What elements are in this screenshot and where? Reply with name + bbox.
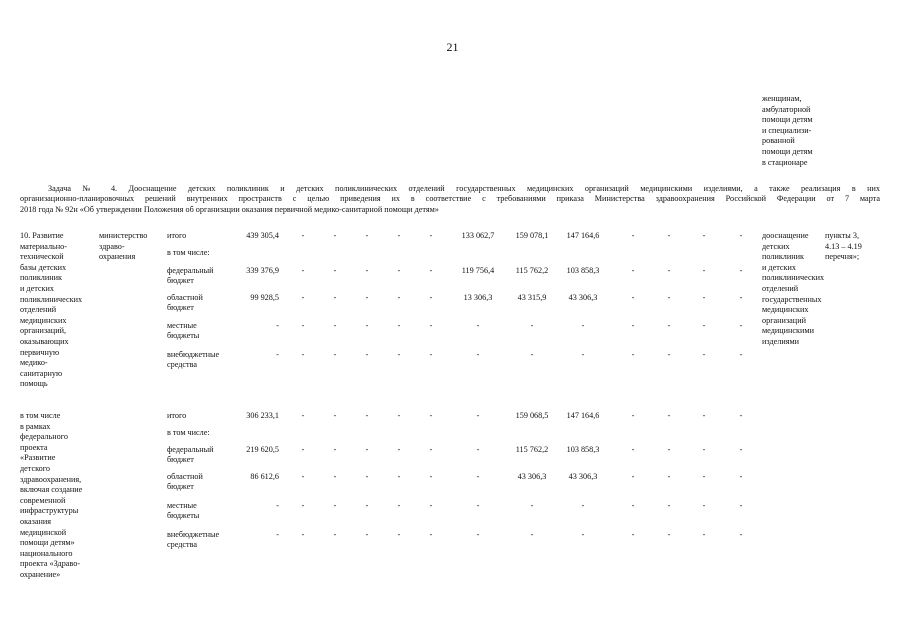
s2-name-line: здравоохранения, — [20, 474, 82, 484]
s2-row-value: - — [739, 411, 743, 420]
s1-row-total: - — [276, 350, 279, 359]
s1-row-label — [167, 321, 199, 342]
s1-result-line: дооснащение — [762, 231, 809, 240]
s1-result — [762, 231, 824, 348]
s1-row-total: 339 376,9 — [246, 266, 279, 275]
s1-row-label-line: федеральный — [167, 266, 214, 275]
s1-row-total: 99 928,5 — [250, 293, 279, 302]
s2-name-line: детского — [20, 463, 51, 473]
s2-row-total: - — [276, 530, 279, 539]
s2-row-value: - — [397, 472, 401, 481]
s2-row-value: - — [667, 445, 671, 454]
s1-row-value: - — [667, 231, 671, 240]
s2-row-value: - — [667, 501, 671, 510]
s1-name-line: поликлинических — [20, 294, 83, 304]
s2-row-value: - — [301, 501, 305, 510]
s1-row-value: - — [739, 266, 743, 275]
s1-row-label-line: бюджеты — [167, 331, 200, 341]
result-continuation-line: помощи детям — [762, 115, 813, 125]
s2-row-value: - — [530, 530, 534, 539]
s1-row-value: - — [397, 293, 401, 302]
s2-name-line: медицинской — [20, 527, 67, 537]
s2-row-value: - — [739, 472, 743, 481]
s1-row-value: - — [365, 231, 369, 240]
s2-name — [20, 411, 82, 581]
s1-row-value: - — [397, 266, 401, 275]
s1-row-value: 103 858,3 — [566, 266, 600, 275]
s1-row-value: - — [333, 231, 337, 240]
s1-row-label-line: местные — [167, 321, 197, 330]
s2-row-value: - — [397, 501, 401, 510]
s1-executor — [99, 231, 147, 263]
task-line-1: Задача № 4. Дооснащение детских поликлиник и детских поликлинических отделений государственных медицинских организаций медицинскими изделиями, а также реализация в них — [48, 184, 880, 193]
s1-row-value: - — [365, 350, 369, 359]
s2-row-value: - — [667, 530, 671, 539]
s1-row-total: 439 305,4 — [246, 231, 279, 240]
s2-row-value: - — [333, 445, 337, 454]
result-continuation-line: в стационаре — [762, 157, 808, 167]
result-continuation-line: рованной — [762, 136, 795, 146]
s1-row-value: - — [667, 293, 671, 302]
s2-row-value: - — [365, 530, 369, 539]
s2-row-value: - — [476, 501, 480, 510]
s2-row-value: - — [301, 472, 305, 481]
s1-name-line: оказывающих — [20, 336, 69, 346]
s2-row-value: - — [530, 501, 534, 510]
s2-row-label-line: местные — [167, 501, 197, 510]
s2-row-value: - — [631, 501, 635, 510]
s1-result-line: изделиями — [762, 336, 800, 346]
s2-row-value: - — [333, 472, 337, 481]
s2-name-line: в рамках — [20, 421, 51, 431]
s1-row-value: - — [365, 293, 369, 302]
s1-result-line: организаций — [762, 315, 806, 325]
s1-row-value: - — [365, 321, 369, 330]
s1-row-value: - — [530, 350, 534, 359]
s2-row-value: - — [397, 411, 401, 420]
s1-row-value: 147 164,6 — [566, 231, 600, 240]
s2-row-value: - — [429, 445, 433, 454]
result-continuation — [762, 94, 813, 168]
s2-name-line: инфраструктуры — [20, 506, 79, 516]
s1-result-line: и детских — [762, 262, 796, 272]
s2-name-line: помощи детям» — [20, 538, 75, 548]
s1-row-label-line: областной — [167, 293, 203, 302]
s2-row-label-line: бюджет — [167, 455, 194, 465]
s2-row-value: - — [365, 501, 369, 510]
s1-row-value: - — [301, 321, 305, 330]
s1-row-value: - — [476, 350, 480, 359]
s1-row-value: - — [739, 321, 743, 330]
s1-row-value: - — [397, 321, 401, 330]
s2-row-value: - — [429, 472, 433, 481]
s2-name-line: федерального — [20, 432, 68, 442]
s1-row-value: - — [429, 321, 433, 330]
s2-row-value: - — [429, 501, 433, 510]
s2-name-line: охранение» — [20, 569, 61, 579]
s1-executor-line: министерство — [99, 231, 148, 240]
s1-row-value: - — [429, 293, 433, 302]
s1-row-label-line: внебюджетные — [167, 350, 220, 359]
s1-name-line: материально- — [20, 241, 67, 251]
s2-name-line: проекта — [20, 442, 48, 452]
s2-name-line: проекта «Здраво- — [20, 559, 81, 569]
s1-row-label-line: бюджет — [167, 303, 194, 313]
s1-executor-line: охранения — [99, 252, 136, 262]
s1-row-value: - — [631, 293, 635, 302]
s1-result-line: поликлинических — [762, 273, 825, 283]
s1-executor-line: здраво- — [99, 241, 125, 251]
s1-row-value: - — [333, 266, 337, 275]
s1-row-value: - — [702, 231, 706, 240]
s1-row-value: - — [631, 266, 635, 275]
s2-row-value: 103 858,3 — [566, 445, 600, 454]
s2-row-label — [167, 411, 186, 421]
s2-row-value: 43 306,3 — [568, 472, 598, 481]
s2-row-value: - — [631, 411, 635, 420]
s1-name-line: санитарную — [20, 368, 63, 378]
s1-row-value: - — [667, 350, 671, 359]
s2-row-value: - — [365, 472, 369, 481]
s1-row-value: - — [429, 266, 433, 275]
s2-row-value: - — [397, 445, 401, 454]
s2-row-value: - — [429, 530, 433, 539]
s1-row-value: - — [301, 350, 305, 359]
s1-reference-line: 4.13 – 4.19 — [825, 241, 862, 251]
s2-row-label — [167, 428, 210, 438]
s2-name-line: национального — [20, 548, 73, 558]
s2-row-value: - — [476, 445, 480, 454]
s2-row-value: - — [429, 411, 433, 420]
s1-name-line: медицинских — [20, 315, 67, 325]
s2-row-value: - — [702, 445, 706, 454]
s1-row-value: 159 078,1 — [515, 231, 549, 240]
s1-row-value: - — [476, 321, 480, 330]
s1-row-value: - — [301, 231, 305, 240]
s1-row-value: - — [333, 293, 337, 302]
s2-row-value: - — [702, 501, 706, 510]
s2-row-total: - — [276, 501, 279, 510]
s2-row-label-line: итого — [167, 411, 187, 420]
s2-row-value: - — [397, 530, 401, 539]
s2-name-line: «Развитие — [20, 453, 56, 463]
s2-row-value: - — [702, 530, 706, 539]
result-continuation-line: амбулаторной — [762, 104, 811, 114]
s1-name-line: и детских — [20, 283, 54, 293]
s1-row-value: - — [702, 266, 706, 275]
task-line-3: 2018 года № 92н «Об утверждении Положения об организации оказания первичной медико-санитарной помощи детям» — [20, 204, 439, 214]
s2-row-value: - — [631, 530, 635, 539]
s2-row-value: - — [581, 501, 585, 510]
s1-row-value: - — [530, 321, 534, 330]
s2-row-value: 147 164,6 — [566, 411, 600, 420]
s1-name-line: организаций, — [20, 326, 67, 336]
s1-row-value: - — [631, 231, 635, 240]
s1-result-line: отделений — [762, 283, 799, 293]
s1-row-value: - — [702, 350, 706, 359]
s1-row-value: 119 756,4 — [461, 266, 495, 275]
page-number: 21 — [446, 40, 459, 54]
s1-row-value: - — [301, 266, 305, 275]
task-line-2: организационно-планировочных решений внутренних пространств с целью приведения их в соответствие с требованиями приказа Министерства здравоохранения Российской Федерации от 7 марта — [20, 194, 880, 204]
s2-row-label-line: федеральный — [167, 445, 214, 454]
s1-row-label — [167, 293, 203, 314]
s1-result-line: медицинскими — [762, 326, 814, 336]
s2-row-value: - — [667, 472, 671, 481]
s1-row-value: - — [429, 350, 433, 359]
s2-row-value: - — [301, 530, 305, 539]
s1-row-label-line: итого — [167, 231, 187, 240]
s1-row-total: - — [276, 321, 279, 330]
s1-row-label-line: средства — [167, 360, 198, 370]
s1-row-value: - — [397, 350, 401, 359]
s1-row-value: 133 062,7 — [461, 231, 495, 240]
s1-row-value: - — [739, 231, 743, 240]
s2-row-value: - — [581, 530, 585, 539]
s2-row-total: 306 233,1 — [246, 411, 279, 420]
s2-row-value: - — [739, 530, 743, 539]
s2-row-label — [167, 501, 199, 522]
s1-row-value: - — [667, 321, 671, 330]
s2-row-label — [167, 530, 219, 551]
s1-row-value: - — [581, 350, 585, 359]
s1-name-line: первичную — [20, 347, 60, 357]
s1-row-label — [167, 231, 186, 241]
s2-row-value: 115 762,2 — [515, 445, 549, 454]
s2-row-label-line: бюджеты — [167, 511, 200, 521]
s2-row-value: - — [631, 445, 635, 454]
s1-row-value: - — [702, 321, 706, 330]
s2-name-line: оказания — [20, 516, 51, 526]
s2-row-label-line: средства — [167, 540, 198, 550]
result-continuation-line: и специализи- — [762, 125, 812, 135]
s1-row-value: - — [631, 350, 635, 359]
s1-row-value: 43 306,3 — [568, 293, 598, 302]
s1-row-label-line: бюджет — [167, 276, 194, 286]
s1-row-value: - — [739, 293, 743, 302]
s2-row-value: - — [301, 445, 305, 454]
s2-row-value: - — [702, 472, 706, 481]
s1-row-value: - — [333, 350, 337, 359]
s2-name-line: в том числе — [20, 411, 61, 420]
s1-name-line: медико- — [20, 358, 48, 368]
s1-row-value: - — [333, 321, 337, 330]
s1-result-line: поликлиник — [762, 252, 805, 262]
s2-row-value: - — [365, 445, 369, 454]
s2-row-label-line: внебюджетные — [167, 530, 220, 539]
s2-row-label-line: бюджет — [167, 482, 194, 492]
s2-row-label-line: областной — [167, 472, 203, 481]
s2-row-value: - — [476, 472, 480, 481]
s2-row-value: 43 306,3 — [517, 472, 547, 481]
s2-row-value: - — [476, 411, 480, 420]
s2-row-label-line: в том числе: — [167, 428, 210, 437]
s2-row-value: - — [702, 411, 706, 420]
s2-row-total: 86 612,6 — [250, 472, 279, 481]
s2-row-value: - — [739, 445, 743, 454]
s1-row-label-line: в том числе: — [167, 248, 210, 257]
s1-name-line: 10. Развитие — [20, 231, 64, 240]
s1-result-line: государственных — [762, 294, 822, 304]
s1-row-label — [167, 350, 219, 371]
s1-row-value: - — [702, 293, 706, 302]
s1-name-line: поликлиник — [20, 273, 63, 283]
s2-row-value: - — [333, 501, 337, 510]
s1-row-value: - — [631, 321, 635, 330]
s2-name-line: современной — [20, 495, 66, 505]
s2-row-value: 159 068,5 — [515, 411, 549, 420]
s2-row-label — [167, 445, 214, 466]
s1-reference-line: пункты 3, — [825, 231, 859, 240]
s1-reference-line: перечня»; — [825, 252, 860, 262]
s2-row-value: - — [631, 472, 635, 481]
s2-row-value: - — [301, 411, 305, 420]
s2-row-value: - — [739, 501, 743, 510]
s1-name-line: технической — [20, 252, 64, 262]
s2-row-value: - — [333, 411, 337, 420]
s1-row-label — [167, 266, 214, 287]
s1-result-line: детских — [762, 241, 790, 251]
task-heading — [20, 184, 880, 215]
s2-row-label — [167, 472, 203, 493]
s1-row-value: - — [397, 231, 401, 240]
s1-row-value: - — [581, 321, 585, 330]
s2-row-value: - — [667, 411, 671, 420]
s2-row-value: - — [365, 411, 369, 420]
s1-row-label — [167, 248, 210, 258]
s2-name-line: включая создание — [20, 485, 83, 495]
s1-row-value: 13 306,3 — [463, 293, 493, 302]
s2-row-total: 219 620,5 — [246, 445, 279, 454]
result-continuation-line: помощи детям — [762, 146, 813, 156]
s1-name-line: отделений — [20, 305, 57, 315]
s1-row-value: 115 762,2 — [515, 266, 549, 275]
s1-row-value: - — [667, 266, 671, 275]
s1-reference — [825, 231, 862, 263]
s1-row-value: - — [365, 266, 369, 275]
s1-row-value: - — [429, 231, 433, 240]
s1-row-value: - — [301, 293, 305, 302]
s2-row-value: - — [333, 530, 337, 539]
result-continuation-line: женщинам, — [762, 94, 802, 103]
s1-row-value: - — [739, 350, 743, 359]
s2-row-value: - — [476, 530, 480, 539]
s1-result-line: медицинских — [762, 305, 809, 315]
s1-name — [20, 231, 82, 390]
s1-row-value: 43 315,9 — [517, 293, 547, 302]
s1-name-line: базы детских — [20, 262, 67, 272]
s1-name-line: помощь — [20, 379, 48, 389]
